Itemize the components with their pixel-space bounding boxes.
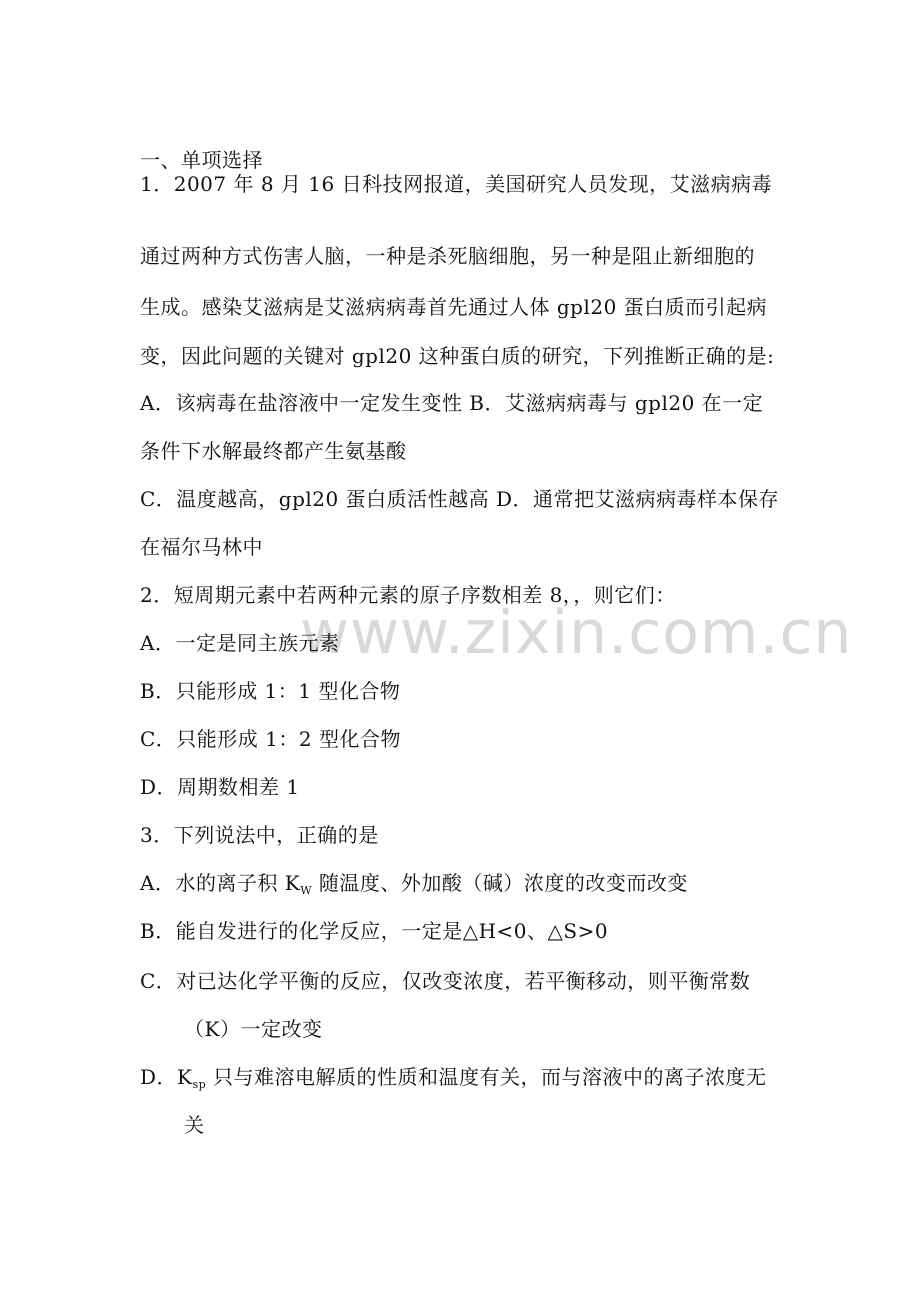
- q1-option-a-b-line1: A．该病毒在盐溶液中一定发生变性 B．艾滋病病毒与 gpl20 在一定: [140, 391, 764, 415]
- q3-option-d: [140, 1065, 767, 1089]
- q1-option-c-d-line2: 在福尔马林中: [140, 535, 263, 559]
- q3-option-b: B．能自发进行的化学反应，一定是△H<0、△S>0: [140, 919, 609, 943]
- q2-option-b: B．只能形成 1：1 型化合物: [140, 679, 401, 703]
- q3-option-a-text-pre: A．水的离子积 K: [140, 871, 301, 895]
- q1-stem-line3: 生成。感染艾滋病是艾滋病病毒首先通过人体 gpl20 蛋白质而引起病: [140, 295, 768, 319]
- q3-stem: 3．下列说法中，正确的是: [140, 823, 379, 847]
- q3-option-d-text-pre: D．K: [140, 1065, 193, 1089]
- section-title: 一、单项选择: [140, 148, 263, 172]
- q1-option-a-b-line2: 条件下水解最终都产生氨基酸: [140, 439, 407, 463]
- q3-option-d-line2: 关: [184, 1113, 205, 1137]
- q1-option-c-d-line1: C．温度越高，gpl20 蛋白质活性越高 D．通常把艾滋病病毒样本保存: [140, 487, 780, 511]
- q1-stem-line4: 变，因此问题的关键对 gpl20 这种蛋白质的研究，下列推断正确的是:: [140, 344, 775, 368]
- watermark: www.zixin.com.cn: [300, 598, 853, 668]
- q3-option-c-line2: （K）一定改变: [184, 1017, 323, 1041]
- q3-option-c-line1: C．对已达化学平衡的反应，仅改变浓度，若平衡移动，则平衡常数: [140, 969, 751, 993]
- q1-stem-line1: 1．2007 年 8 月 16 日科技网报道，美国研究人员发现，艾滋病病毒: [140, 172, 773, 196]
- q3-option-a-text-post: 随温度、外加酸（碱）浓度的改变而改变: [312, 871, 688, 895]
- q2-option-d: D．周期数相差 1: [140, 775, 300, 799]
- q2-option-c: C．只能形成 1：2 型化合物: [140, 727, 401, 751]
- q1-stem-line2: 通过两种方式伤害人脑，一种是杀死脑细胞，另一种是阻止新细胞的: [140, 244, 755, 268]
- q3-option-d-text-post: 只与难溶电解质的性质和温度有关，而与溶液中的离子浓度无: [206, 1065, 767, 1089]
- q3-option-a-subscript: W: [300, 884, 313, 897]
- q3-option-d-subscript: sp: [192, 1078, 207, 1091]
- q2-stem: 2．短周期元素中若两种元素的原子序数相差 8，，则它们：: [140, 583, 676, 607]
- q2-option-a: A．一定是同主族元素: [140, 631, 340, 655]
- q3-option-a: [140, 871, 688, 895]
